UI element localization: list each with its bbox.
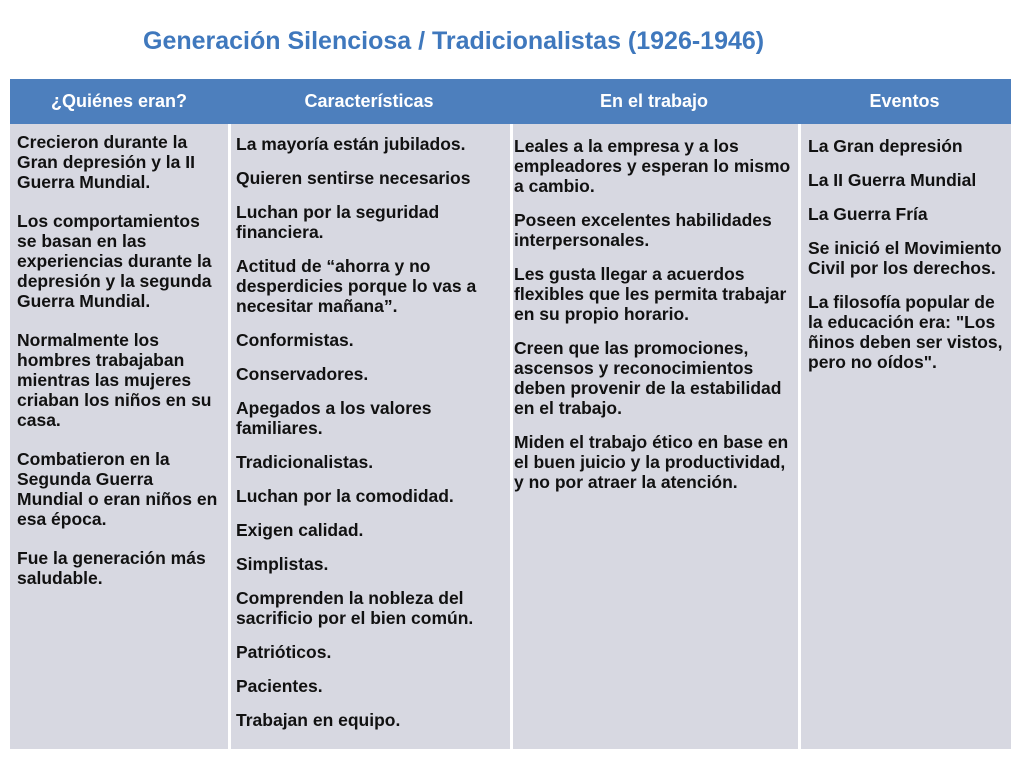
column-quienes-eran bbox=[10, 124, 228, 749]
list-item: Miden el trabajo ético en base en el buen juicio y la productividad, y no por atraer la atención. bbox=[514, 432, 789, 492]
table-header-row bbox=[10, 79, 1011, 124]
header-quienes-eran: ¿Quiénes eran? bbox=[50, 91, 188, 111]
column-content bbox=[17, 132, 224, 607]
list-item: Trabajan en equipo. bbox=[236, 710, 401, 730]
list-item: Se inició el Movimiento Civil por los derechos. bbox=[808, 238, 1002, 278]
column-eventos bbox=[798, 124, 1011, 749]
list-item: Simplistas. bbox=[236, 554, 329, 574]
header-en-el-trabajo: En el trabajo bbox=[599, 91, 709, 111]
list-item: La mayoría están jubilados. bbox=[236, 134, 466, 154]
column-divider bbox=[228, 124, 231, 749]
list-item: Actitud de “ahorra y no desperdicies porque lo vas a necesitar mañana”. bbox=[236, 256, 477, 316]
header-eventos: Eventos bbox=[869, 91, 940, 111]
column-divider bbox=[798, 124, 801, 749]
list-item: La II Guerra Mundial bbox=[808, 170, 977, 190]
list-item: Pacientes. bbox=[236, 676, 323, 696]
list-item: Tradicionalistas. bbox=[236, 452, 374, 472]
list-item: Leales a la empresa y a los empleadores y esperan lo mismo a cambio. bbox=[514, 136, 791, 196]
list-item: Crecieron durante la Gran depresión y la II Guerra Mundial. bbox=[17, 132, 195, 192]
list-item: Apegados a los valores familiares. bbox=[236, 398, 432, 438]
list-item: La Guerra Fría bbox=[808, 204, 928, 224]
list-item: La Gran depresión bbox=[808, 136, 963, 156]
column-en-el-trabajo bbox=[510, 124, 798, 749]
list-item: Creen que las promociones, ascensos y reconocimientos deben provenir de la estabilidad en el trabajo. bbox=[514, 338, 782, 418]
column-divider bbox=[510, 124, 513, 749]
list-item: Quieren sentirse necesarios bbox=[236, 168, 471, 188]
generation-table bbox=[10, 79, 1011, 749]
slide-title: Generación Silenciosa / Tradicionalistas (1926-1946) bbox=[143, 27, 765, 55]
list-item: Exigen calidad. bbox=[236, 520, 364, 540]
list-item: Luchan por la seguridad financiera. bbox=[236, 202, 440, 242]
column-content bbox=[808, 136, 1007, 386]
list-item: Luchan por la comodidad. bbox=[236, 486, 454, 506]
list-item: Conservadores. bbox=[236, 364, 369, 384]
list-item: Fue la generación más saludable. bbox=[17, 548, 206, 588]
list-item: Combatieron en la Segunda Guerra Mundial o eran niños en esa época. bbox=[17, 449, 218, 529]
list-item: Conformistas. bbox=[236, 330, 354, 350]
list-item: Patrióticos. bbox=[236, 642, 332, 662]
list-item: Normalmente los hombres trabajaban mientras las mujeres criaban los niños en su casa. bbox=[17, 330, 212, 430]
column-caracteristicas bbox=[228, 124, 510, 749]
list-item: Comprenden la nobleza del sacrificio por el bien común. bbox=[236, 588, 474, 628]
list-item: Poseen excelentes habilidades interpersonales. bbox=[514, 210, 772, 250]
column-content bbox=[236, 134, 506, 744]
header-caracteristicas: Características bbox=[304, 91, 434, 111]
list-item: Les gusta llegar a acuerdos flexibles que les permita trabajar en su propio horario. bbox=[514, 264, 787, 324]
list-item: La filosofía popular de la educación era: "Los ñinos deben ser vistos, pero no oídos". bbox=[808, 292, 1003, 372]
list-item: Los comportamientos se basan en las experiencias durante la depresión y la segunda Guerra Mundial. bbox=[17, 211, 212, 311]
column-content bbox=[514, 136, 794, 506]
